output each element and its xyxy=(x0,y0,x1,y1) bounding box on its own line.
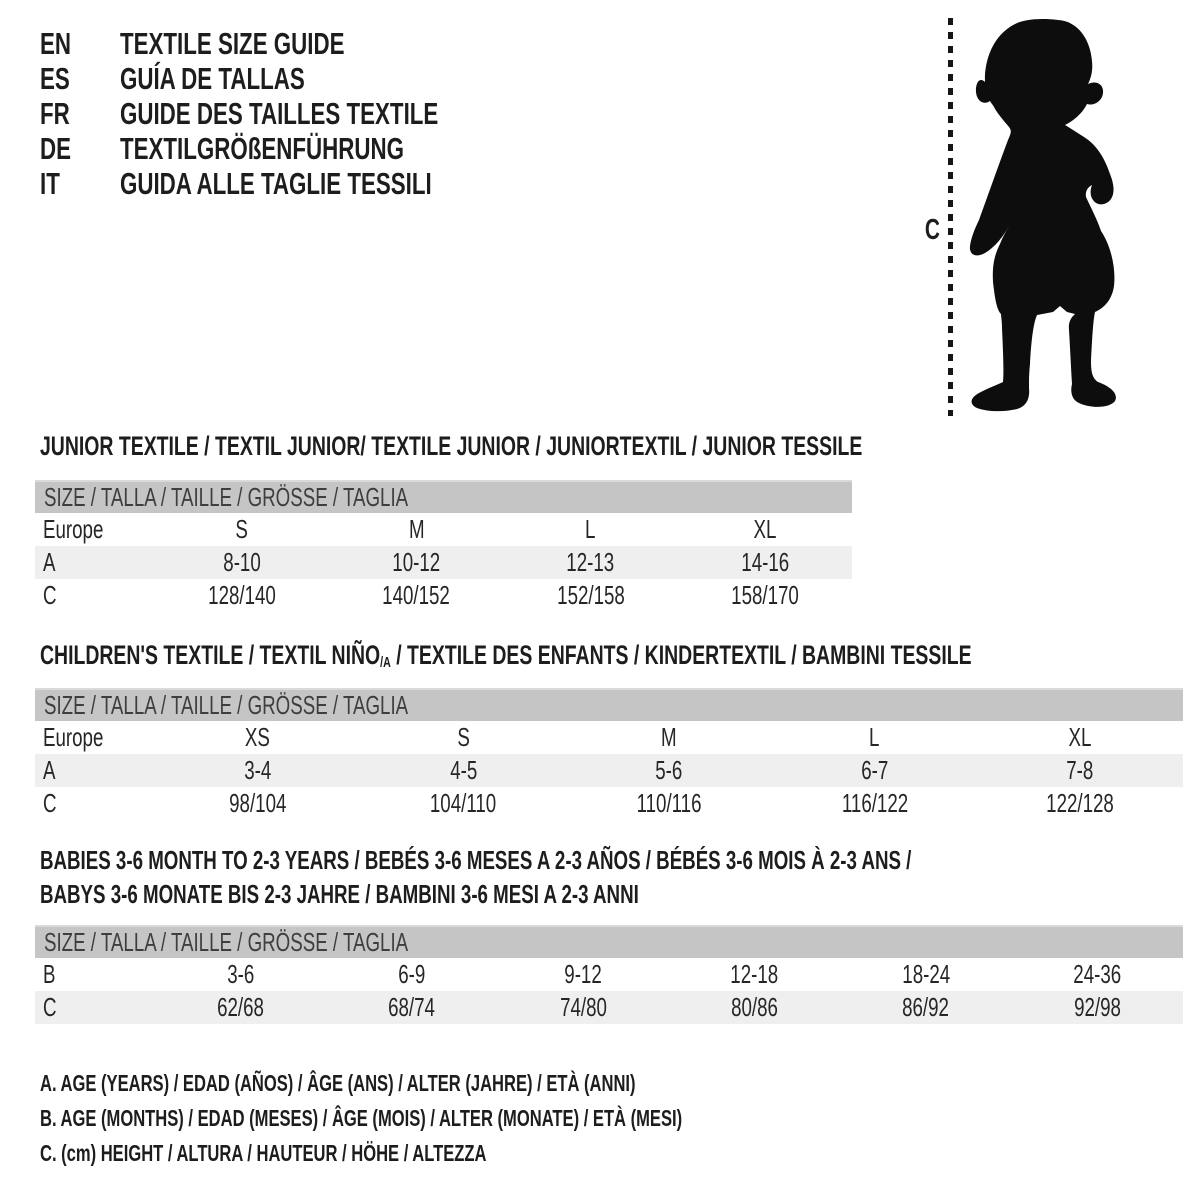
measure-legend xyxy=(40,1066,932,1171)
size-header-bar: SIZE / TALLA / TAILLE / GRÖSSE / TAGLIA xyxy=(35,480,852,513)
table-row xyxy=(35,546,852,579)
table-row xyxy=(35,991,1183,1024)
row-label: C xyxy=(43,788,57,818)
size-header-bar: SIZE / TALLA / TAILLE / GRÖSSE / TAGLIA xyxy=(35,925,1183,958)
height-measure-label: C xyxy=(924,214,940,246)
table-row xyxy=(35,787,1183,820)
legend-line-c: C. (cm) HEIGHT / ALTURA / HAUTEUR / HÖHE / ALTEZZA xyxy=(40,1140,487,1166)
table-row xyxy=(35,958,1183,991)
language-title-block xyxy=(40,26,562,201)
lang-code: IT xyxy=(40,166,60,201)
row-label: Europe xyxy=(43,722,104,752)
lang-code: ES xyxy=(40,61,70,96)
lang-title: TEXTILGRÖßENFÜHRUNG xyxy=(120,131,404,166)
row-label: B xyxy=(43,959,56,989)
age-cell: 12-13 xyxy=(566,547,615,577)
age-cell: 7-8 xyxy=(1066,755,1094,785)
height-cell: 62/68 xyxy=(217,992,265,1022)
row-label: C xyxy=(43,580,57,610)
size-cell: M xyxy=(661,722,677,752)
junior-section-title: JUNIOR TEXTILE / TEXTIL JUNIOR/ TEXTILE JUNIOR / JUNIORTEXTIL / JUNIOR TESSILE xyxy=(40,431,863,461)
lang-code: DE xyxy=(40,131,72,166)
height-cell: 104/110 xyxy=(430,788,497,818)
height-cell: 74/80 xyxy=(559,992,607,1022)
size-cell: XL xyxy=(753,514,777,544)
age-cell: 12-18 xyxy=(730,959,779,989)
lang-title: GUIDA ALLE TAGLIE TESSILI xyxy=(120,166,432,201)
row-label: C xyxy=(43,992,57,1022)
lang-row-it xyxy=(40,166,562,201)
age-cell: 10-12 xyxy=(392,547,441,577)
row-label: Europe xyxy=(43,514,104,544)
babies-size-table xyxy=(35,925,1183,1024)
height-cell: 122/128 xyxy=(1046,788,1115,818)
size-cell: S xyxy=(235,514,249,544)
lang-row-fr xyxy=(40,96,562,131)
size-cell: L xyxy=(585,514,596,544)
lang-row-en xyxy=(40,26,562,61)
age-cell: 6-7 xyxy=(861,755,889,785)
height-cell: 92/98 xyxy=(1073,992,1121,1022)
table-row xyxy=(35,754,1183,787)
nino-a-subscript: /A xyxy=(380,654,391,671)
height-cell: 68/74 xyxy=(388,992,436,1022)
row-label: A xyxy=(43,547,56,577)
children-size-table xyxy=(35,688,1183,820)
table-row xyxy=(35,721,1183,754)
age-cell: 18-24 xyxy=(902,959,950,989)
height-cell: 98/104 xyxy=(229,788,287,818)
height-cell: 140/152 xyxy=(382,580,451,610)
age-cell: 24-36 xyxy=(1073,959,1122,989)
lang-title: GUÍA DE TALLAS xyxy=(120,61,305,96)
size-cell: M xyxy=(408,514,425,544)
size-cell: L xyxy=(869,722,880,752)
age-cell: 3-4 xyxy=(244,755,272,785)
lang-title: GUIDE DES TAILLES TEXTILE xyxy=(120,96,439,131)
age-cell: 9-12 xyxy=(564,959,603,989)
row-label: A xyxy=(43,755,56,785)
age-cell: 5-6 xyxy=(655,755,683,785)
height-cell: 158/170 xyxy=(731,580,799,610)
lang-row-de xyxy=(40,131,562,166)
junior-size-table xyxy=(35,480,852,612)
age-cell: 4-5 xyxy=(449,755,477,785)
size-cell: XS xyxy=(245,722,271,752)
height-cell: 80/86 xyxy=(731,992,779,1022)
lang-code: EN xyxy=(40,26,72,61)
size-header-bar: SIZE / TALLA / TAILLE / GRÖSSE / TAGLIA xyxy=(35,688,1183,721)
lang-row-es xyxy=(40,61,562,96)
lang-title: TEXTILE SIZE GUIDE xyxy=(120,26,345,61)
children-section-title: CHILDREN'S TEXTILE / TEXTIL $NIÑO_{/A}$ / TEXTILE DES ENFANTS / KINDERTEXTIL / BAMBINI TESSILE xyxy=(40,640,972,671)
toddler-silhouette-icon xyxy=(963,16,1140,418)
lang-code: FR xyxy=(40,96,70,131)
height-cell: 116/122 xyxy=(841,788,908,818)
legend-line-a: A. AGE (YEARS) / EDAD (AÑOS) / ÂGE (ANS) / ALTER (JAHRE) / ETÀ (ANNI) xyxy=(40,1070,636,1096)
size-cell: XL xyxy=(1068,722,1092,752)
age-cell: 6-9 xyxy=(398,959,426,989)
legend-line-b: B. AGE (MONTHS) / EDAD (MESES) / ÂGE (MOIS) / ALTER (MONATE) / ETÀ (MESI) xyxy=(40,1105,683,1131)
age-cell: 8-10 xyxy=(223,547,261,577)
table-row xyxy=(35,579,852,612)
age-cell: 3-6 xyxy=(227,959,255,989)
babies-section-title: BABIES 3-6 MONTH TO 2-3 YEARS / BEBÉS 3-6 MESES A 2-3 AÑOS / BÉBÉS 3-6 MOIS À 2-3 ANS / BABYS 3-6 MONATE BIS 2-3 JAHRE / BAMBINI 3-6 MESI A 2-3 ANNI xyxy=(40,845,912,909)
height-cell: 86/92 xyxy=(902,992,950,1022)
height-cell: 152/158 xyxy=(556,580,625,610)
size-cell: S xyxy=(457,722,470,752)
age-cell: 14-16 xyxy=(740,547,789,577)
height-cell: 110/116 xyxy=(636,788,702,818)
height-cell: 128/140 xyxy=(208,580,276,610)
table-row xyxy=(35,513,852,546)
